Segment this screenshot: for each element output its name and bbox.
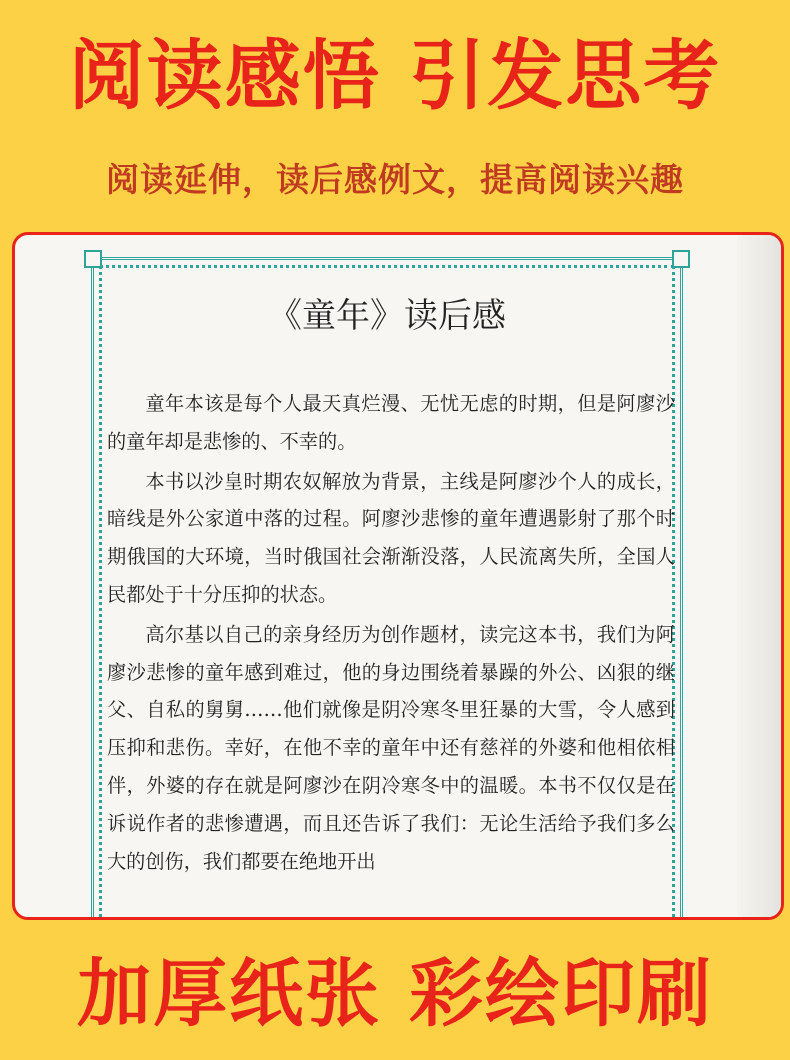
essay-body bbox=[107, 385, 675, 882]
top-headline: 阅读感悟 引发思考 bbox=[68, 31, 722, 120]
subheadline: 阅读延伸，读后感例文，提高阅读兴趣 bbox=[106, 160, 684, 199]
essay-paragraph: 高尔基以自己的亲身经历为创作题材，读完这本书，我们为阿廖沙悲惨的童年感到难过，他的身边围绕着暴躁的外公、凶狠的继父、自私的舅舅……他们就像是阴冷寒冬里狂暴的大雪，令人感到压抑和悲伤。幸好，在他不幸的童年中还有慈祥的外婆和他相依相伴，外婆的存在就是阿廖沙在阴冷寒冬中的温暖。本书不仅仅是在诉说作者的悲惨遭遇，而且还告诉了我们：无论生活给予我们多么大的创伤，我们都要在绝地开出 bbox=[107, 622, 675, 873]
corner-ornament-icon bbox=[84, 250, 102, 268]
essay-title: 《童年》读后感 bbox=[268, 296, 506, 336]
corner-ornament-icon bbox=[672, 250, 690, 268]
bottom-headline: 加厚纸张 彩绘印刷 bbox=[77, 951, 713, 1037]
essay-paragraph: 童年本该是每个人最天真烂漫、无忧无虑的时期，但是阿廖沙的童年却是悲惨的、不幸的。 bbox=[107, 392, 675, 453]
page-edge-shadow bbox=[737, 235, 781, 917]
essay-paragraph: 本书以沙皇时期农奴解放为背景，主线是阿廖沙个人的成长，暗线是外公家道中落的过程。阿廖沙悲惨的童年遭遇影射了那个时期俄国的大环境，当时俄国社会渐渐没落，人民流离失所，全国人民都处于十分压抑的状态。 bbox=[107, 469, 675, 606]
book-page-preview bbox=[12, 232, 784, 920]
